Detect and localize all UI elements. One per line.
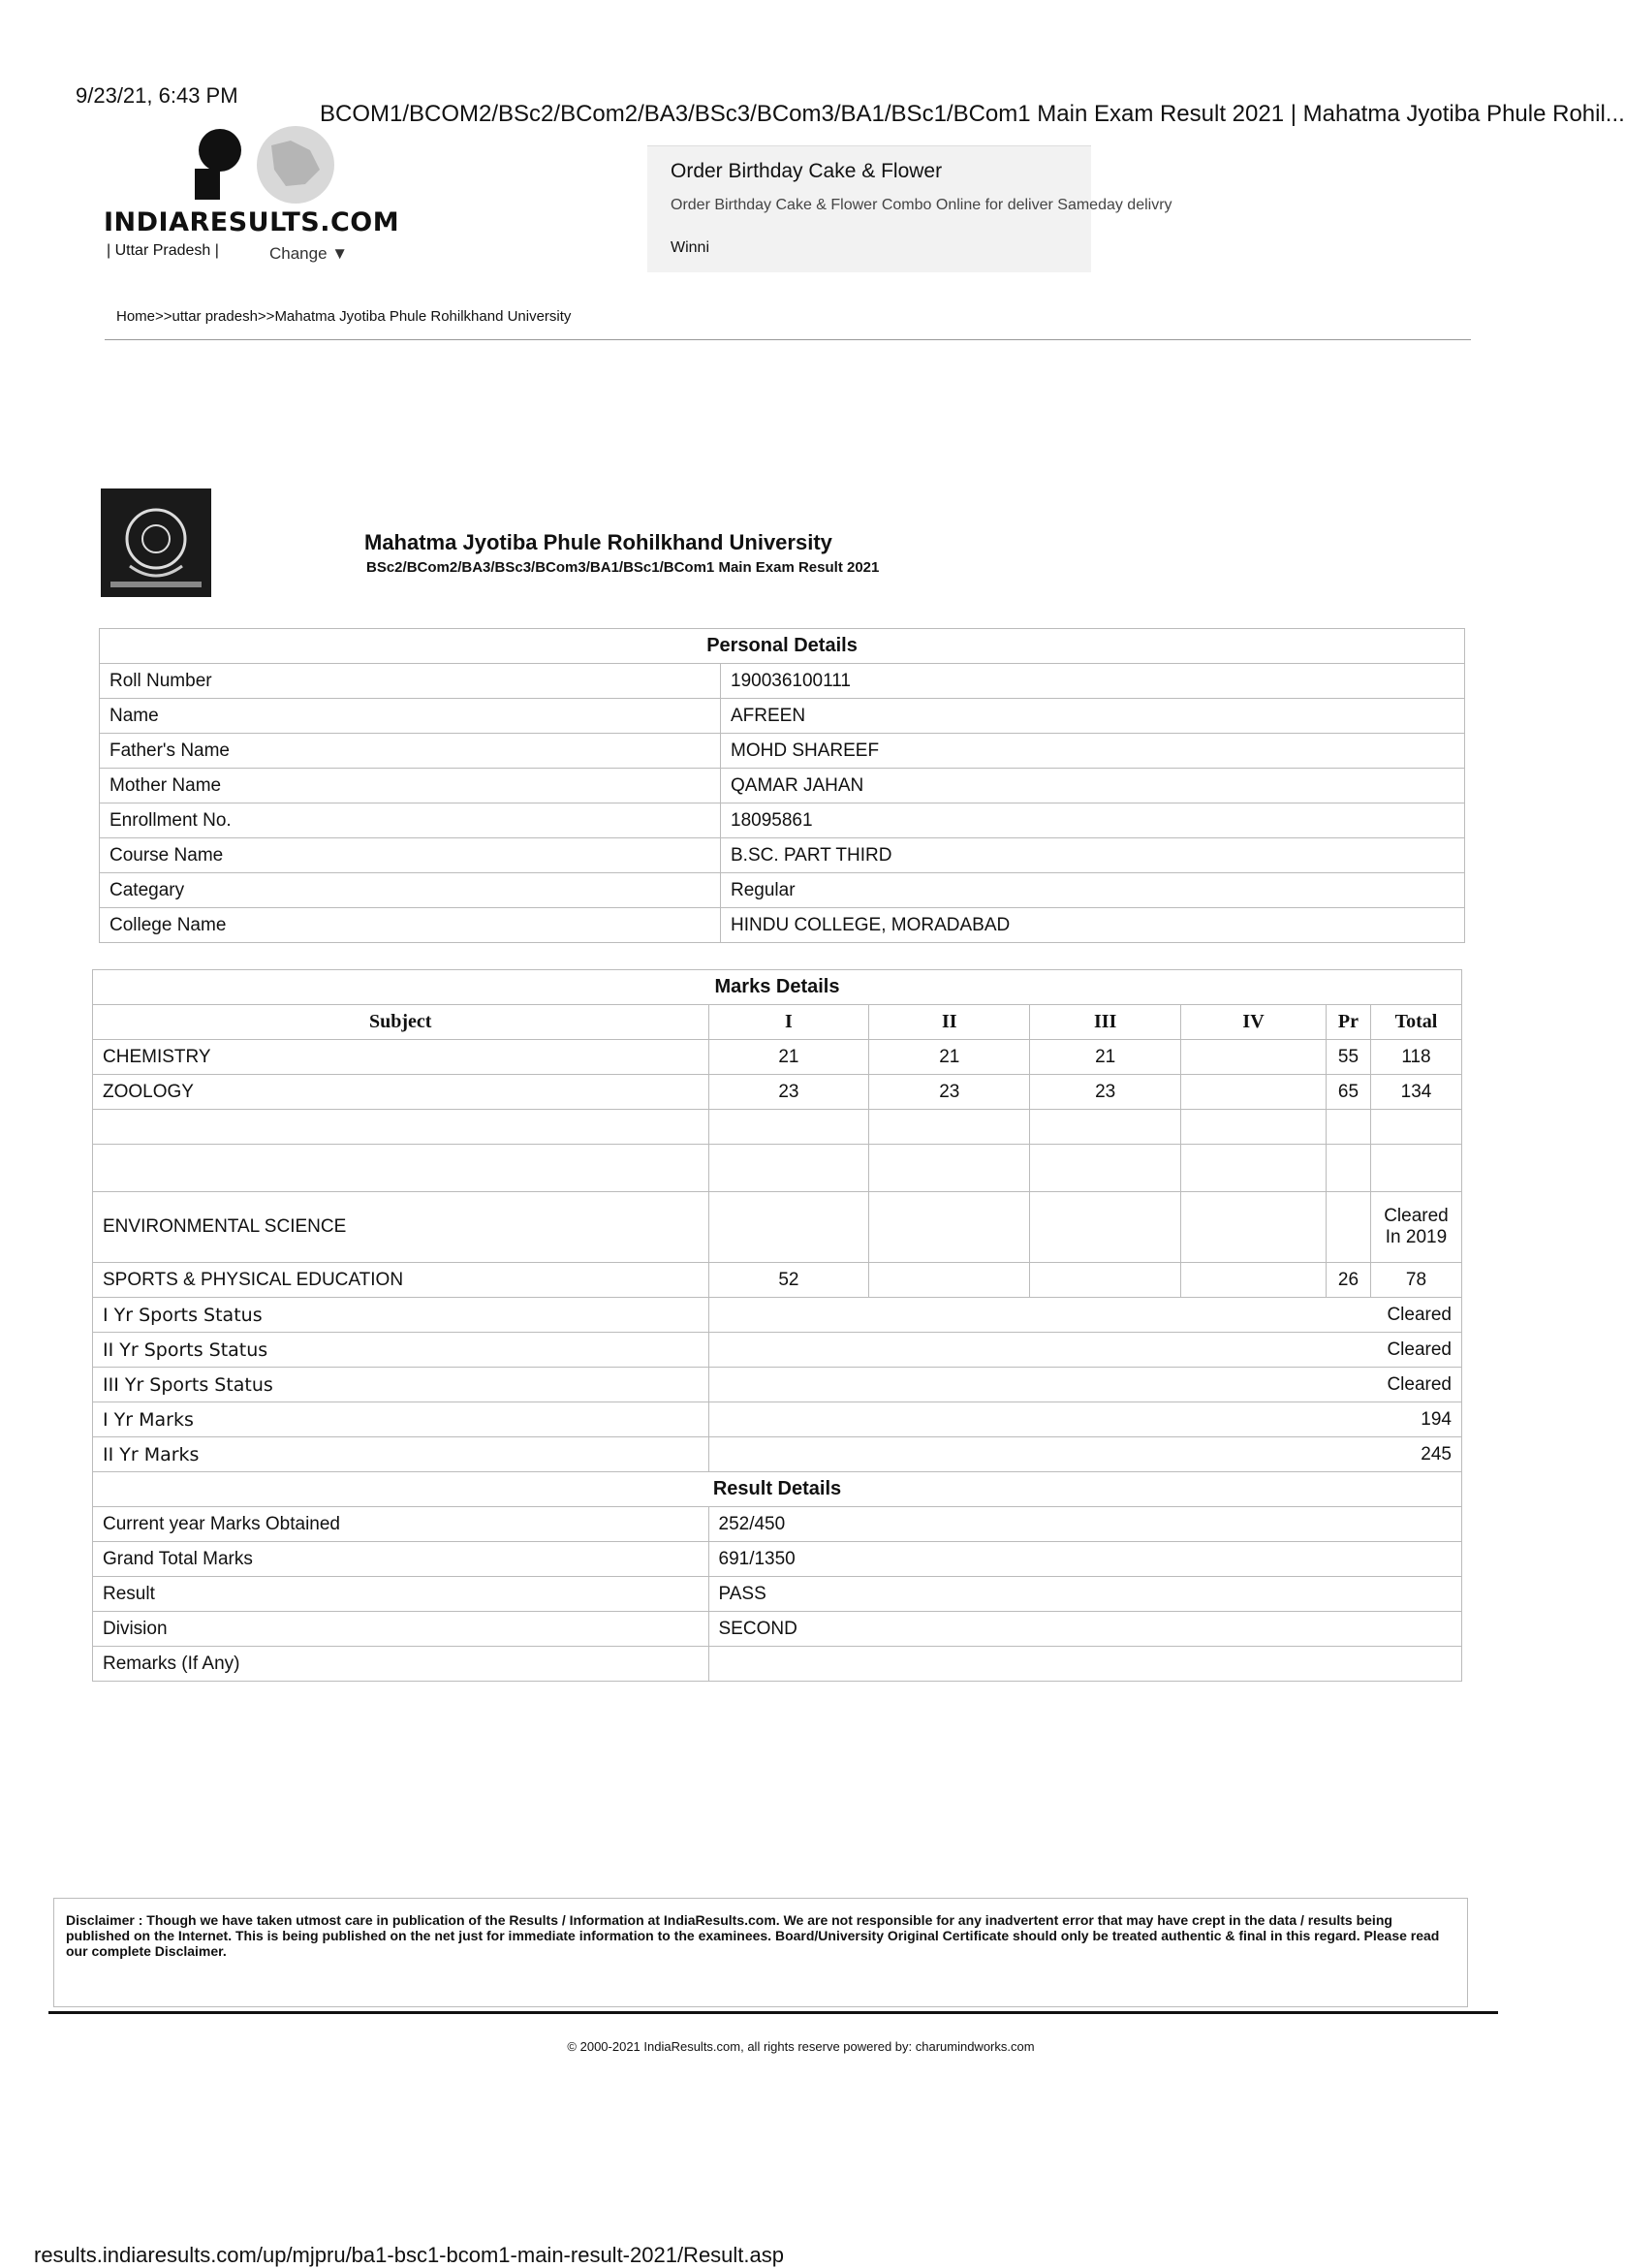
field-label: Mother Name [100, 769, 721, 803]
field-value: B.SC. PART THIRD [721, 838, 1465, 873]
section-heading: Personal Details [100, 629, 1465, 664]
field-value [708, 1647, 1462, 1682]
table-row [93, 1333, 1462, 1368]
field-value: 18095861 [721, 803, 1465, 838]
table-row [93, 1577, 1462, 1612]
table-row [93, 1402, 1462, 1437]
exam-title: BSc2/BCom2/BA3/BSc3/BCom3/BA1/BSc1/BCom1 Main Exam Result 2021 [366, 559, 880, 576]
field-label: College Name [100, 908, 721, 943]
table-row [100, 838, 1465, 873]
mark-cell [1181, 1040, 1327, 1075]
table-row [93, 1192, 1462, 1263]
column-header: II [869, 1005, 1030, 1040]
mark-cell: 21 [708, 1040, 869, 1075]
logo-graphic-icon [102, 126, 354, 262]
table-row [93, 1298, 1462, 1333]
field-value: PASS [708, 1577, 1462, 1612]
ad-title[interactable]: Order Birthday Cake & Flower [671, 160, 943, 182]
table-row [100, 699, 1465, 734]
field-label: Name [100, 699, 721, 734]
ad-brand: Winni [671, 239, 710, 256]
table-row [93, 1507, 1462, 1542]
total-cell: 134 [1370, 1075, 1461, 1110]
subject-name: ZOOLOGY [93, 1075, 709, 1110]
copyright: © 2000-2021 IndiaResults.com, all rights reserve powered by: charumindworks.com [567, 2039, 1035, 2054]
table-row [100, 803, 1465, 838]
field-value: AFREEN [721, 699, 1465, 734]
total-cell: Cleared In 2019 [1370, 1192, 1461, 1263]
table-row [100, 664, 1465, 699]
table-row [100, 908, 1465, 943]
field-value: 190036100111 [721, 664, 1465, 699]
print-datetime: 9/23/21, 6:43 PM [76, 83, 238, 108]
column-header: IV [1181, 1005, 1327, 1040]
field-value: Regular [721, 873, 1465, 908]
status-label: I Yr Marks [93, 1402, 709, 1437]
mark-cell: 23 [1030, 1075, 1181, 1110]
status-value: 194 [708, 1402, 1462, 1437]
field-label: Roll Number [100, 664, 721, 699]
table-row [93, 1647, 1462, 1682]
field-value: SECOND [708, 1612, 1462, 1647]
table-row [93, 1263, 1462, 1298]
field-label: Categary [100, 873, 721, 908]
state-label: | Uttar Pradesh | [107, 242, 219, 259]
field-label: Grand Total Marks [93, 1542, 709, 1577]
field-label: Father's Name [100, 734, 721, 769]
column-header: I [708, 1005, 869, 1040]
change-state-link[interactable]: Change ▼ [269, 244, 349, 263]
status-value: Cleared [708, 1298, 1462, 1333]
table-row [100, 769, 1465, 803]
marks-details-table [92, 969, 1462, 1682]
field-value: QAMAR JAHAN [721, 769, 1465, 803]
print-url: results.indiaresults.com/up/mjpru/ba1-bsc1-bcom1-main-result-2021/Result.asp [34, 2243, 784, 2267]
total-cell: 78 [1370, 1263, 1461, 1298]
field-value: 691/1350 [708, 1542, 1462, 1577]
table-row [93, 1542, 1462, 1577]
total-cell: 118 [1370, 1040, 1461, 1075]
table-row [100, 873, 1465, 908]
advertisement[interactable] [647, 145, 1172, 272]
table-row [100, 734, 1465, 769]
mark-cell: 23 [708, 1075, 869, 1110]
section-heading: Marks Details [93, 970, 1462, 1005]
field-label: Result [93, 1577, 709, 1612]
mark-cell: 52 [708, 1263, 869, 1298]
mark-cell: 26 [1326, 1263, 1370, 1298]
mark-cell: 21 [1030, 1040, 1181, 1075]
field-label: Current year Marks Obtained [93, 1507, 709, 1542]
field-label: Enrollment No. [100, 803, 721, 838]
section-heading: Result Details [93, 1472, 1462, 1507]
status-label: I Yr Sports Status [93, 1298, 709, 1333]
subject-name: ENVIRONMENTAL SCIENCE [93, 1192, 709, 1263]
subject-name: SPORTS & PHYSICAL EDUCATION [93, 1263, 709, 1298]
subject-name: CHEMISTRY [93, 1040, 709, 1075]
site-logo-text: INDIARESULTS.COM [104, 207, 400, 237]
table-header-row [93, 1005, 1462, 1040]
field-value: MOHD SHAREEF [721, 734, 1465, 769]
status-value: Cleared [708, 1368, 1462, 1402]
status-value: 245 [708, 1437, 1462, 1472]
mark-cell: 55 [1326, 1040, 1370, 1075]
breadcrumb[interactable]: Home>>uttar pradesh>>Mahatma Jyotiba Phule Rohilkhand University [116, 308, 572, 325]
table-row [93, 1075, 1462, 1110]
indiaresults-logo[interactable] [102, 126, 354, 262]
mark-cell: 65 [1326, 1075, 1370, 1110]
mark-cell: 21 [869, 1040, 1030, 1075]
print-page-title: BCOM1/BCOM2/BSc2/BCom2/BA3/BSc3/BCom3/BA1/BSc1/BCom1 Main Exam Result 2021 | Mahatma Jyotiba Phule Rohil... [320, 101, 1625, 127]
divider [105, 339, 1471, 340]
disclaimer: Disclaimer : Though we have taken utmost care in publication of the Results / Information at IndiaResults.com. We are not responsible for any inadvertent error that may have crept in the data / results being published on the Internet. This is being published on the net just for immediate information to the examinees. Board/University Original Certificate should only be treated authentic & final in this regard. Please read our complete Disclaimer. [53, 1898, 1468, 2007]
table-row [93, 1040, 1462, 1075]
status-label: III Yr Sports Status [93, 1368, 709, 1402]
empty-row [93, 1145, 1462, 1192]
status-value: Cleared [708, 1333, 1462, 1368]
empty-row [93, 1110, 1462, 1145]
personal-details-table [99, 628, 1465, 943]
table-row [93, 1368, 1462, 1402]
column-header: Total [1370, 1005, 1461, 1040]
mark-cell [1181, 1075, 1327, 1110]
university-name: Mahatma Jyotiba Phule Rohilkhand University [364, 530, 832, 554]
field-label: Division [93, 1612, 709, 1647]
field-value: 252/450 [708, 1507, 1462, 1542]
field-label: Remarks (If Any) [93, 1647, 709, 1682]
table-row [93, 1612, 1462, 1647]
footer-divider [48, 2011, 1498, 2014]
ad-description: Order Birthday Cake & Flower Combo Online for deliver Sameday delivry [671, 197, 1172, 213]
status-label: II Yr Sports Status [93, 1333, 709, 1368]
university-emblem [101, 488, 211, 597]
column-header: Pr [1326, 1005, 1370, 1040]
field-label: Course Name [100, 838, 721, 873]
status-label: II Yr Marks [93, 1437, 709, 1472]
column-header: III [1030, 1005, 1181, 1040]
mark-cell: 23 [869, 1075, 1030, 1110]
table-row [93, 1437, 1462, 1472]
column-header: Subject [93, 1005, 709, 1040]
field-value: HINDU COLLEGE, MORADABAD [721, 908, 1465, 943]
